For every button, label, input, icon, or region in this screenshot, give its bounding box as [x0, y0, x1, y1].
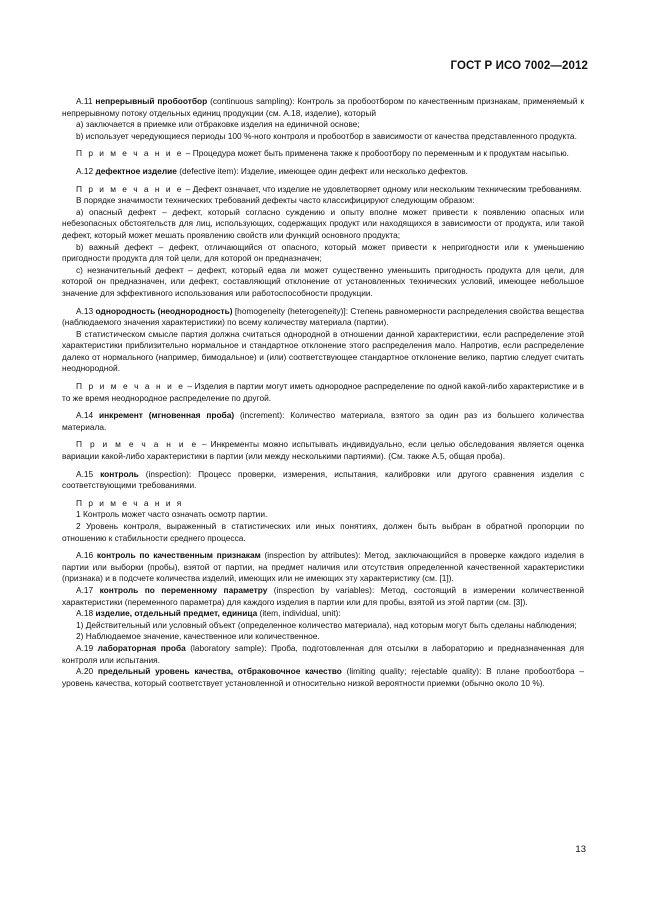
clause-number: А.14 — [76, 410, 99, 421]
note-paragraph: В порядке значимости технических требований дефекты часто классифицируют следующим образом: — [76, 195, 475, 206]
term: изделие, отдельный предмет, единица — [95, 608, 258, 619]
clause-number: А.15 — [76, 468, 101, 479]
clause-number: А.19 — [76, 642, 98, 653]
note-text: – Процедура может быть применена также к пробоотбору по переменным и к продуктам насыпью. — [183, 148, 569, 159]
clause-a19 — [62, 643, 584, 666]
term: инкремент (мгновенная проба) — [98, 410, 235, 421]
clause-number: А.13 — [76, 305, 96, 316]
clause-a16 — [62, 550, 584, 585]
definition: (item, individual, unit): — [257, 608, 341, 619]
note-label: П р и м е ч а н и е — [76, 439, 199, 450]
definition: [homogeneity (heterogeneity)]: Степень равномерности распределения свойства вещества (наблюдаемого значения характеристики) по всему количеству материала (партии). — [62, 305, 585, 328]
definition: (inspection by attributes): Метод, заключающийся в проверке каждого изделия в партии или выборки (пробы), взятой от партии, на предмет наличия или отсутствия определенной качественной характеристики (признака) и в подсчете количества изделий, имеющих или не имеющих эту характеристику (см. [1]). — [62, 550, 585, 584]
term: однородность (неоднородность) — [95, 305, 233, 316]
note-text: – Инкременты можно испытывать индивидуально, если целью обследования является оценка вариации какой-либо характеристики в партии (или между несколькими партиями). (См. также А.5, общая проба). — [62, 439, 585, 462]
note-label: П р и м е ч а н и е — [76, 183, 184, 194]
clause-a12 — [62, 166, 584, 178]
note-label: П р и м е ч а н и е — [76, 148, 184, 159]
clause-number: А.11 — [76, 96, 96, 106]
term: лабораторная проба — [97, 642, 186, 653]
clause-a18 — [62, 608, 584, 620]
term: дефектное изделие — [95, 165, 177, 176]
note — [62, 439, 584, 462]
list-item: a) заключается в приемке или отбраковке изделия на единичной основе; — [76, 119, 360, 130]
clause-number: А.17 — [76, 584, 100, 595]
term: контроль — [100, 468, 139, 479]
note-text: – Изделия в партии могут иметь однородное распределение по одной какой-либо характеристике и в то же время неоднородное распределение по другой. — [62, 381, 584, 403]
definition: (inspection by variables): Метод, состоящий в измерении количественной характеристики (переменного параметра) для каждого изделия в партии или для пробы, взятой из этой партии (см. [3]). — [62, 584, 584, 607]
term: контроль по переменному параметру — [99, 584, 268, 595]
term: непрерывный пробоотбор — [95, 96, 208, 106]
list-item: b) использует чередующиеся периоды 100 %-ного контроля и пробоотбор в зависимости от качества представленного продукта. — [76, 130, 577, 141]
clause-a11 — [62, 96, 584, 119]
note-item: 1 Контроль может часто означать осмотр партии. — [76, 509, 268, 520]
definition: (increment): Количество материала, взятого за один раз из большего количества материала. — [62, 410, 584, 432]
document-header: ГОСТ Р ИСО 7002—2012 — [450, 60, 588, 72]
page-number: 13 — [575, 844, 586, 855]
definition: (continuous sampling): Контроль за пробоотбором по качественным признакам, применяемый к непрерывному потоку отдельных единиц продукции (см. А.18, изделие), который — [62, 96, 584, 118]
paragraph: В статистическом смысле партия должна считаться однородной в отношении данной характеристики, если распределение этой характеристики приблизительно нормальное и стандартное отклонение этого распределения мало. Напротив, если распределение далеко от нормального (например, бимодальное) и (или) соответствующее стандартное отклонение велико, партию следует считать неоднородной. — [62, 328, 584, 374]
clause-a13 — [62, 306, 584, 329]
clause-number: А.12 — [76, 165, 96, 176]
clause-a15 — [62, 469, 584, 492]
list-item: 2) Наблюдаемое значение, качественное или количественное. — [76, 631, 320, 642]
clause-a20 — [62, 666, 584, 689]
note — [62, 148, 584, 160]
clause-number: А.16 — [76, 550, 97, 561]
note-text: – Дефект означает, что изделие не удовлетворяет одному или нескольким техническим требованиям. — [183, 183, 582, 194]
term: контроль по качественным признакам — [96, 550, 261, 561]
notes-heading — [62, 498, 584, 510]
definition: (defective item): Изделие, имеющее один дефект или несколько дефектов. — [176, 165, 468, 176]
clause-a14 — [62, 410, 584, 433]
clause-number: А.20 — [76, 666, 98, 677]
list-item: c) незначительный дефект – дефект, который едва ли может существенно уменьшить пригодность продукта для цели, для которой он предназначен, или дефект, составляющий отклонение от установленных технических условий, имеющее небольшое значение для эффективного использования или работоспособности продукции. — [62, 264, 584, 298]
clause-a17 — [62, 585, 584, 608]
definition: (inspection): Процесс проверки, измерения, испытания, калибровки или другого сравнения изделия с соответствующими требованиями. — [62, 468, 584, 491]
note-label: П р и м е ч а н и е — [76, 381, 185, 392]
definition: (laboratory sample): Проба, подготовленная для отсылки в лабораторию и предназначенная для контроля или испытания. — [62, 642, 584, 665]
note — [62, 184, 584, 196]
note — [62, 381, 584, 404]
term: предельный уровень качества, отбраковочное качество — [97, 666, 342, 677]
list-item: a) опасный дефект – дефект, который согласно суждению и опыту вполне может привести к появлению опасных или небезопасных обстоятельств для лиц, использующих, содержащих продукт или находящихся в зависимости от продукта, или такой дефект, который может мешать проявлению свойств или функций основного продукта; — [62, 206, 584, 240]
list-item: b) важный дефект – дефект, отличающийся от опасного, который может привести к непригодности или к уменьшению пригодности продукта для той цели, для которой он предназначен; — [62, 241, 584, 264]
note-label: П р и м е ч а н и я — [76, 497, 184, 508]
list-item: 1) Действительный или условный объект (определенное количество материала), над которым могут быть сделаны наблюдения; — [76, 619, 577, 630]
note-item: 2 Уровень контроля, выраженный в статистических или иных понятиях, должен быть выбран в обратной пропорции по отношению к стабильности среднего процесса. — [62, 521, 584, 543]
document-body — [62, 96, 584, 689]
clause-number: А.18 — [76, 608, 96, 619]
definition: (limiting quality; rejectable quality): В плане пробоотбора – уровень качества, который соответствует установленной и относительно низкой вероятности приемки (обычно около 10 %). — [62, 666, 585, 688]
